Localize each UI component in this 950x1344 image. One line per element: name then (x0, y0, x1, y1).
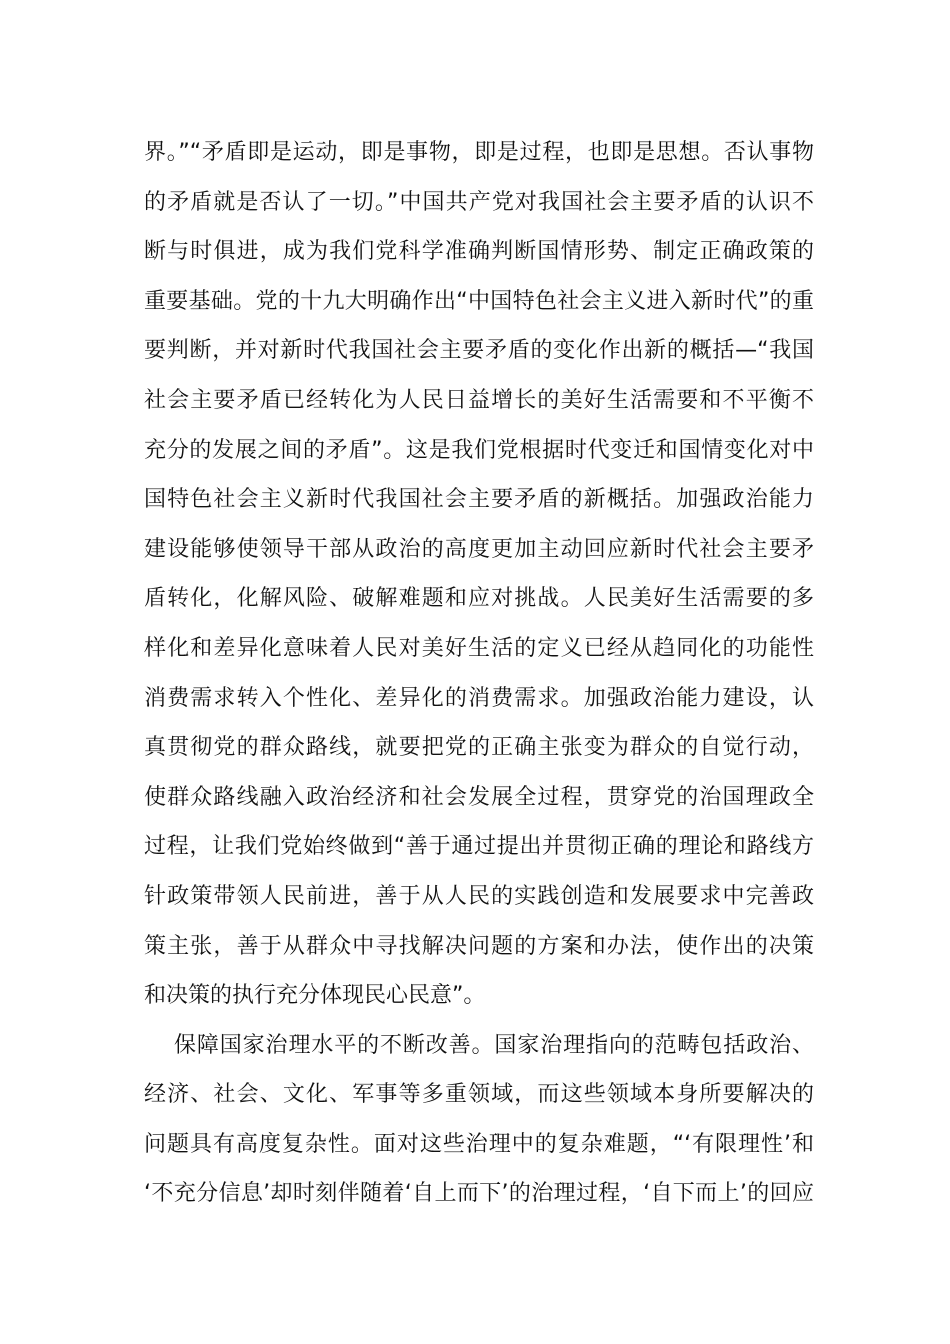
text-line: 建设能够使领导干部从政治的高度更加主动回应新时代社会主要矛 (144, 536, 814, 562)
text-line: 的矛盾就是否认了一切。”中国共产党对我国社会主要矛盾的认识不 (144, 189, 814, 215)
text-line: 过程，让我们党始终做到“善于通过提出并贯彻正确的理论和路线方 (144, 834, 814, 860)
text-line: 经济、社会、文化、军事等多重领域，而这些领域本身所要解决的 (144, 1082, 814, 1108)
text-line: 针政策带领人民前进，善于从人民的实践创造和发展要求中完善政 (144, 883, 814, 909)
text-line: 使群众路线融入政治经济和社会发展全过程，贯穿党的治国理政全 (144, 784, 814, 810)
text-line: 断与时俱进，成为我们党科学准确判断国情形势、制定正确政策的 (144, 239, 814, 265)
text-line: 要判断，并对新时代我国社会主要矛盾的变化作出新的概括—“我国 (144, 338, 814, 364)
text-line: ‘不充分信息’却时刻伴随着‘自上而下’的治理过程，‘自下而上’的回应 (144, 1181, 814, 1207)
paragraph-end-line: 和决策的执行充分体现民心民意”。 (144, 983, 486, 1009)
body-text (144, 128, 814, 1219)
text-line: 重要基础。党的十九大明确作出“中国特色社会主义进入新时代”的重 (144, 288, 814, 314)
paragraph-start-line: 保障国家治理水平的不断改善。国家治理指向的范畴包括政治、 (174, 1032, 814, 1058)
text-line: 样化和差异化意味着人民对美好生活的定义已经从趋同化的功能性 (144, 635, 814, 661)
text-line: 真贯彻党的群众路线，就要把党的正确主张变为群众的自觉行动， (144, 735, 814, 761)
text-line: 问题具有高度复杂性。面对这些治理中的复杂难题，“‘有限理性’和 (144, 1131, 814, 1157)
text-line: 盾转化，化解风险、破解难题和应对挑战。人民美好生活需要的多 (144, 586, 814, 612)
text-line: 消费需求转入个性化、差异化的消费需求。加强政治能力建设，认 (144, 685, 814, 711)
text-line: 界。”“矛盾即是运动，即是事物，即是过程，也即是思想。否认事物 (144, 140, 814, 165)
text-line: 充分的发展之间的矛盾”。这是我们党根据时代变迁和国情变化对中 (144, 437, 814, 463)
text-line: 国特色社会主义新时代我国社会主要矛盾的新概括。加强政治能力 (144, 487, 814, 513)
text-line: 策主张，善于从群众中寻找解决问题的方案和办法，使作出的决策 (144, 933, 814, 959)
text-line: 社会主要矛盾已经转化为人民日益增长的美好生活需要和不平衡不 (144, 387, 814, 413)
